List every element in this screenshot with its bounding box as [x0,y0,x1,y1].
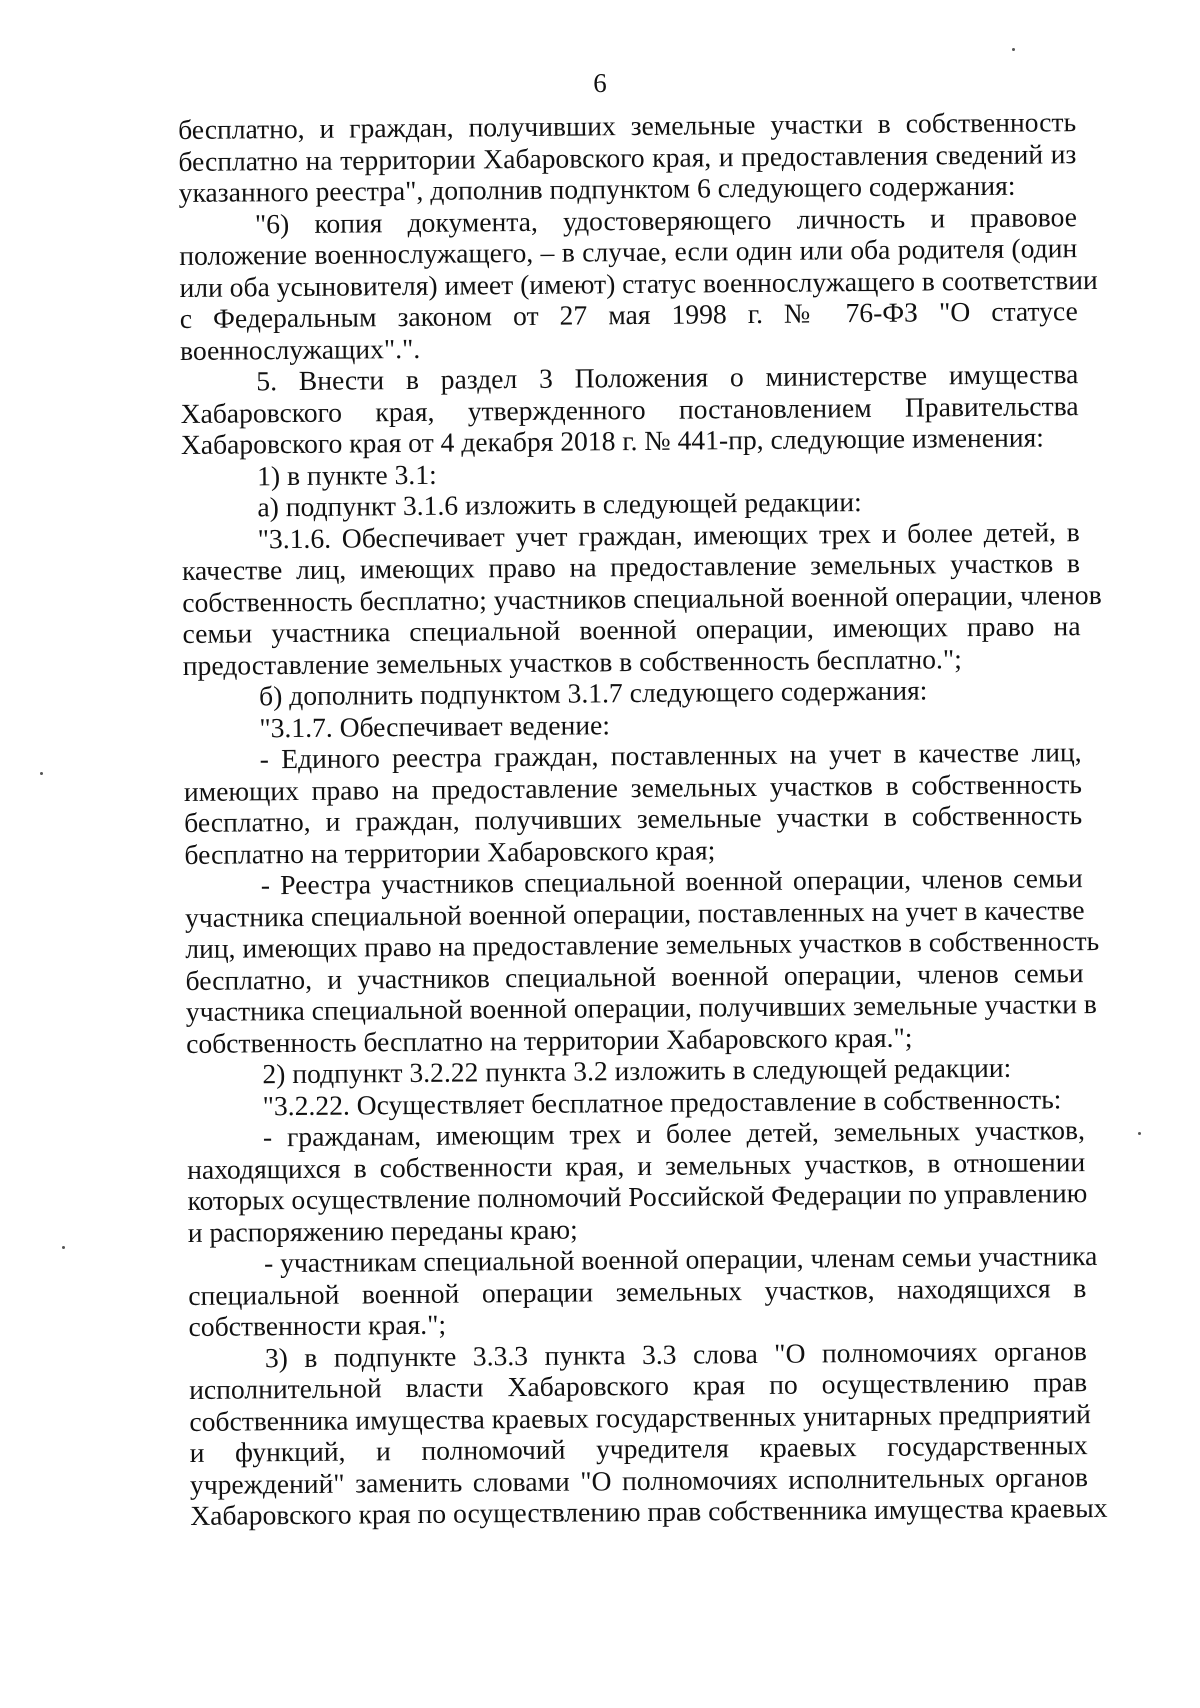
scan-speck [40,772,43,775]
text-line: положение военнослужащего, – в случае, если один или оба родителя (один [179,232,1078,271]
text-line: "6) копия документа, удостоверяющего личность и правовое [254,200,1078,239]
text-line: б) дополнить подпунктом 3.1.7 следующего содержания: [258,674,928,712]
text-line: находящихся в собственности края, и земельных участков, в отношении [187,1145,1086,1185]
text-line: учреждений" заменить словами "О полномочиях исполнительных органов [189,1460,1089,1500]
text-line: участника специальной военной операции, поставленных на учет в качестве [184,893,1085,933]
text-line: и распоряжению переданы краю; [187,1213,578,1248]
text-line: семьи участника специальной военной операции, имеющих право на [182,610,1081,649]
text-line: предоставление земельных участков в собственность бесплатно."; [182,642,962,681]
text-line: исполнительной власти Хабаровского края по осуществлению прав [188,1366,1088,1405]
text-line: военнослужащих".". [179,332,421,366]
text-line: Хабаровского края от 4 декабря 2018 г. № 441-пр, следующие изменения: [180,421,1045,460]
text-line: бесплатно, и граждан, получивших земельные участки в собственность [184,799,1083,838]
text-line: собственность бесплатно; участников специальной военной операции, членов [182,578,1102,618]
text-line: 3) в подпункте 3.3.3 пункта 3.3 слова "О полномочиях органов [264,1334,1087,1373]
text-line: собственности края."; [188,1308,447,1342]
scan-speck [62,1246,65,1249]
text-line: 2) подпункт 3.2.22 пункта 3.2 изложить в следующей редакции: [262,1051,1012,1090]
text-line: которых осуществление полномочий Российской Федерации по управлению [187,1177,1088,1216]
text-line: бесплатно на территории Хабаровского края; [184,833,716,870]
page-number: 6 [593,68,607,98]
text-line: "3.1.7. Обеспечивает ведение: [259,708,611,743]
text-line: бесплатно, и участников специальной военной операции, членов семьи [185,956,1084,996]
text-line: специальной военной операции земельных участков, находящихся в [188,1271,1087,1311]
text-line: собственность бесплатно на территории Хабаровского края."; [185,1021,913,1059]
text-line: - гражданам, имеющим трех и более детей, земельных участков, [262,1114,1086,1153]
text-line: или оба усыновителя) имеет (имеют) статус военнослужащего в соответствии [179,263,1098,303]
text-line: бесплатно на территории Хабаровского края, и предоставления сведений из [178,137,1077,177]
text-line: участника специальной военной операции, получивших земельные участки в [185,988,1098,1027]
text-line: - Единого реестра граждан, поставленных на учет в качестве лиц, [259,736,1082,775]
text-line: Хабаровского края по осуществлению прав собственника имущества краевых [190,1491,1108,1531]
text-line: и функций, и полномочий учредителя краевых государственных [189,1429,1088,1468]
scan-speck [1138,1132,1141,1135]
text-line: - Реестра участников специальной военной операции, членов семьи [260,862,1083,901]
text-line: собственника имущества краевых государственных унитарных предприятий [189,1397,1091,1437]
text-line: а) подпункт 3.1.6 изложить в следующей редакции: [257,486,862,523]
document-text [178,106,1108,1531]
text-line: с Федеральным законом от 27 мая 1998 г. № 76-ФЗ "О статусе [179,295,1078,334]
text-line: бесплатно, и граждан, получивших земельные участки в собственность [178,106,1077,145]
text-line: имеющих право на предоставление земельных участков в собственность [183,767,1083,807]
scan-speck [1012,48,1015,51]
text-line: "3.1.6. Обеспечивает учет граждан, имеющих трех и более детей, в [257,515,1080,554]
text-line: 5. Внести в раздел 3 Положения о министерстве имущества [256,358,1079,397]
text-line: качестве лиц, имеющих право на предоставление земельных участков в [181,547,1081,586]
text-line: - участникам специальной военной операции, членам семьи участника [263,1240,1098,1279]
text-line: лиц, имеющих право на предоставление земельных участков в собственность [185,924,1100,964]
text-line: 1) в пункте 3.1: [257,458,437,491]
text-line: указанного реестра", дополнив подпунктом 6 следующего содержания: [178,169,1016,208]
text-line: Хабаровского края, утвержденного постановлением Правительства [180,389,1079,429]
text-line: "3.2.22. Осуществляет бесплатное предоставление в собственность: [262,1082,1062,1121]
